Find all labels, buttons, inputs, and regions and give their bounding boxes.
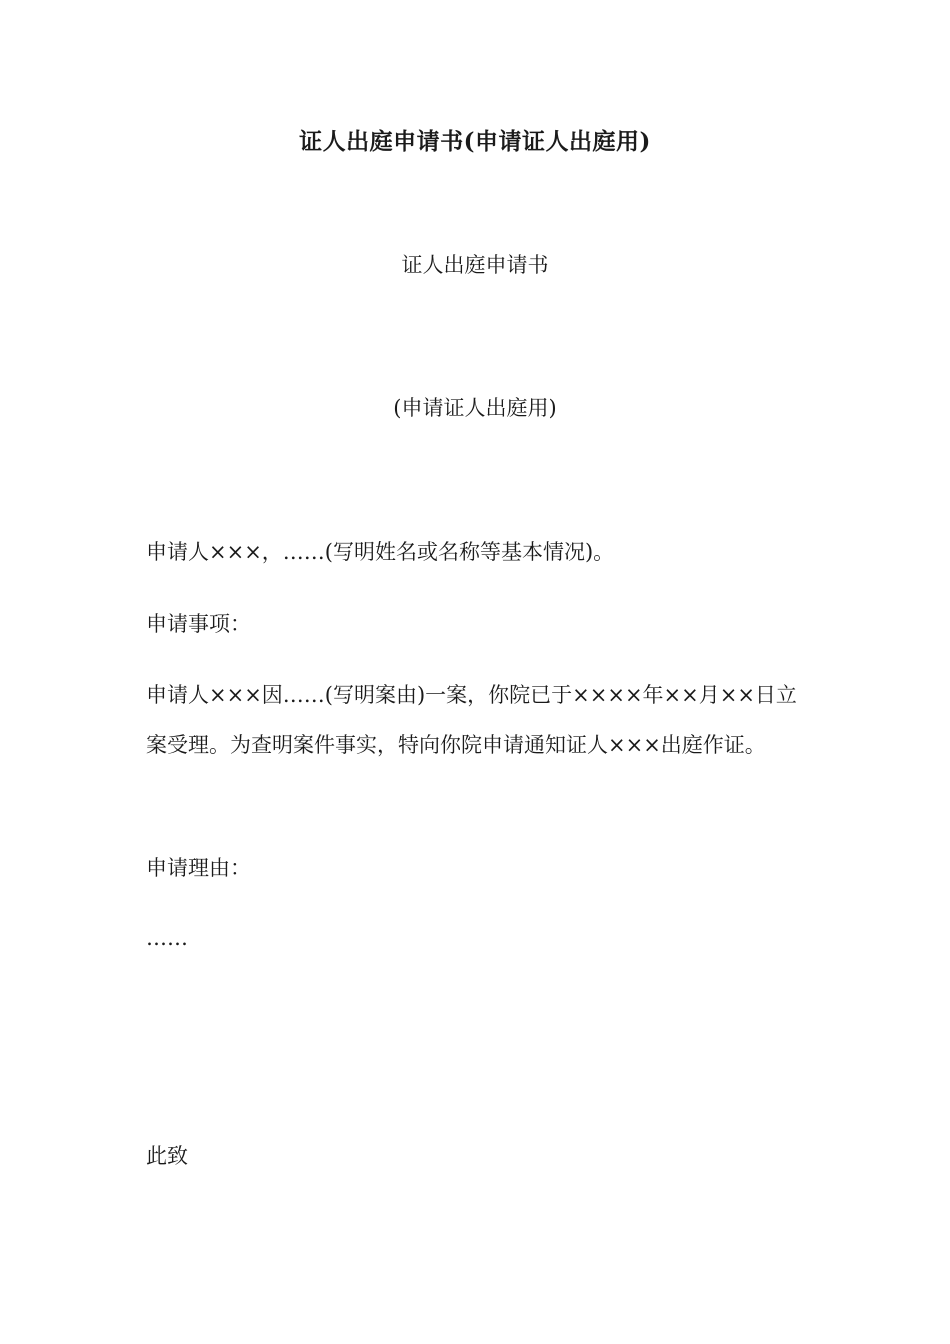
closing-salutation: 此致: [146, 1144, 188, 1168]
document-subtitle: 证人出庭申请书: [401, 253, 549, 277]
applicant-paragraph: 申请人×××，……(写明姓名或名称等基本情况)。: [146, 540, 615, 564]
matters-heading: 申请事项：: [146, 612, 251, 636]
reason-heading: 申请理由：: [146, 856, 251, 880]
matters-paragraph: 申请人×××因……(写明案由)一案，你院已于××××年××月××日立案受理。为查明案件事实，特向你院申请通知证人×××出庭作证。: [146, 683, 797, 757]
reason-paragraph: ……: [146, 926, 188, 950]
document-purpose: (申请证人出庭用): [393, 396, 557, 420]
document-title: 证人出庭申请书(申请证人出庭用): [299, 128, 651, 155]
